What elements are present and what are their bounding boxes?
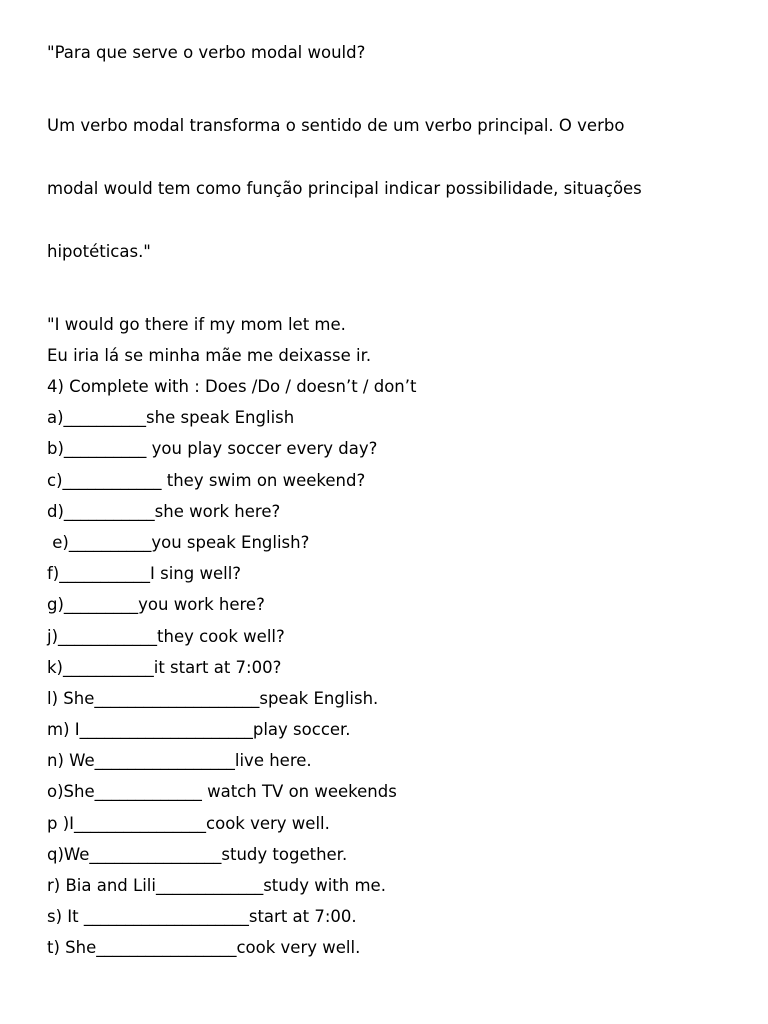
exercise-item-a: a)__________she speak English (47, 408, 295, 428)
exercise-item-t: t) She_________________cook very well. (47, 938, 361, 958)
exercise-item-m: m) I_____________________play soccer. (47, 720, 351, 740)
document-page (47, 42, 737, 969)
explanation-line: Um verbo modal transforma o sentido de um verbo principal. O verbo (47, 116, 625, 135)
example-portuguese: Eu iria lá se minha mãe me deixasse ir. (47, 346, 372, 365)
exercise-instruction: 4) Complete with : Does /Do / doesn’t / don’t (47, 377, 417, 396)
exercise-item-o: o)She_____________ watch TV on weekends (47, 782, 397, 802)
exercise-item-r: r) Bia and Lili_____________study with me. (47, 876, 386, 895)
exercise-item-f: f)___________I sing well? (47, 564, 242, 584)
exercise-item-k: k)___________it start at 7:00? (47, 657, 282, 677)
example-english: "I would go there if my mom let me. (47, 315, 346, 334)
explanation-line: hipotéticas." (47, 242, 151, 261)
exercise-item-g: g)_________you work here? (47, 595, 265, 615)
exercise-item-n: n) We_________________live here. (47, 751, 312, 771)
exercise-item-b: b)__________ you play soccer every day? (47, 439, 378, 459)
exercise-item-p: p )I________________cook very well. (47, 813, 330, 833)
modal-verb-question: "Para que serve o verbo modal would? (47, 43, 366, 62)
exercise-item-l: l) She____________________speak English. (47, 688, 379, 708)
exercise-section (47, 376, 737, 958)
exercise-item-c: c)____________ they swim on weekend? (47, 470, 366, 490)
exercise-item-e: e)__________you speak English? (47, 532, 310, 552)
explanation-line: modal would tem como função principal indicar possibilidade, situações (47, 179, 642, 198)
exercise-item-s: s) It ____________________start at 7:00. (47, 907, 357, 927)
exercise-item-j: j)____________they cook well? (47, 626, 285, 646)
modal-verb-explanation (47, 73, 737, 304)
exercise-item-q: q)We________________study together. (47, 844, 348, 864)
exercise-item-d: d)___________she work here? (47, 501, 281, 521)
